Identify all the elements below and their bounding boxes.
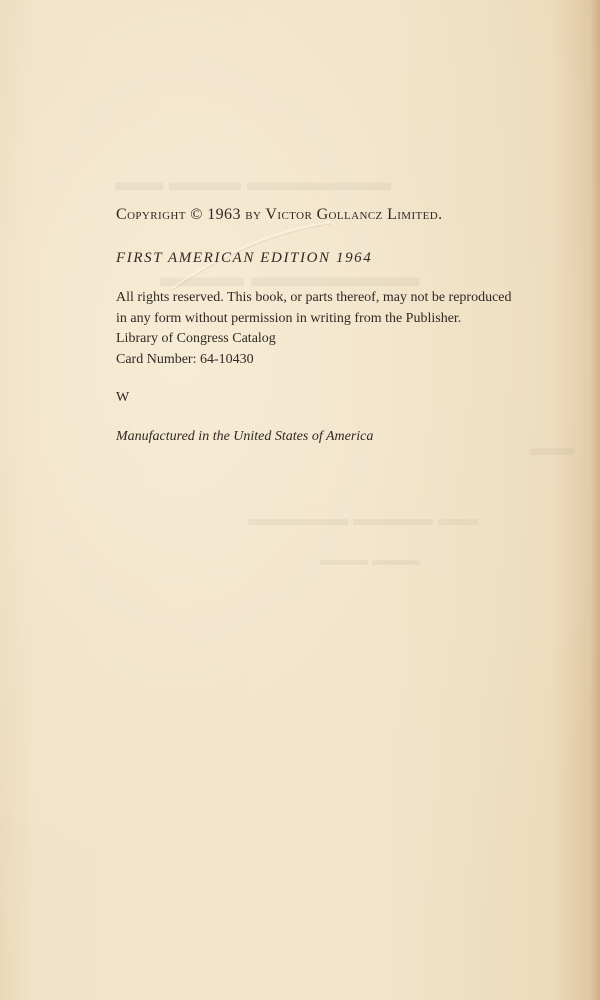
rights-statement bbox=[116, 288, 556, 370]
rights-line: All rights reserved. This book, or parts thereof, may not be reproduced bbox=[116, 290, 512, 305]
edition-line: FIRST AMERICAN EDITION 1964 bbox=[116, 250, 373, 266]
card-number-line: Card Number: 64-10430 bbox=[116, 351, 254, 367]
copyright-block bbox=[116, 204, 556, 447]
show-through-text: ▬▬▬ ▬▬▬▬▬▬ bbox=[160, 262, 419, 293]
show-through-text: ▬▬▬▬▬ ▬▬▬▬ ▬▬ bbox=[248, 508, 478, 530]
copyright-line: Copyright © 1963 by Victor Gollancz Limited. bbox=[116, 206, 443, 223]
catalog-line: Library of Congress Catalog bbox=[116, 331, 276, 346]
show-through-text: ▬▬ bbox=[530, 435, 574, 460]
manufactured-line: Manufactured in the United States of America bbox=[116, 429, 374, 444]
rights-line: in any form without permission in writing from the Publisher. bbox=[116, 310, 462, 326]
printer-mark: W bbox=[116, 390, 130, 405]
show-through-text: ▬▬ ▬▬▬ ▬▬▬▬▬▬ bbox=[115, 170, 391, 196]
show-through-text: ▬▬▬ ▬▬▬ bbox=[320, 552, 420, 569]
